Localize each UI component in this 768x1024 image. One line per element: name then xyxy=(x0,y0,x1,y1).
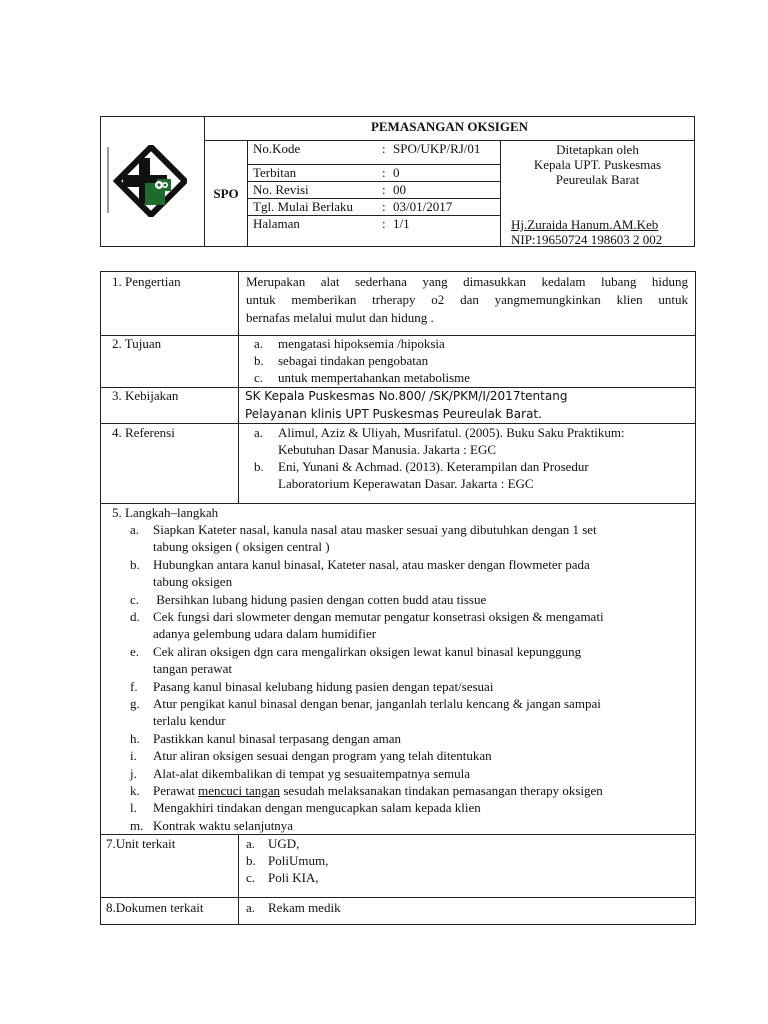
referensi-item: Laboratorium Keperawatan Dasar. Jakarta : EGC xyxy=(278,476,534,491)
pengertian-text-line: bernafas melalui mulut dan hidung . xyxy=(246,310,434,325)
puskesmas-logo-icon xyxy=(107,145,187,217)
list-marker: i. xyxy=(130,748,137,763)
list-marker: m. xyxy=(130,818,144,833)
langkah-step-continuation: tabung oksigen xyxy=(153,574,233,589)
list-marker: a. xyxy=(254,425,264,440)
list-marker: c. xyxy=(130,592,140,607)
list-marker: f. xyxy=(130,679,138,694)
document-title: PEMASANGAN OKSIGEN xyxy=(370,119,529,134)
field-value-tgl: 03/01/2017 xyxy=(393,199,453,214)
unit-item: PoliUmum, xyxy=(268,853,329,868)
field-value-revisi: 00 xyxy=(393,182,406,197)
field-colon: : xyxy=(382,165,386,180)
list-marker: a. xyxy=(246,900,256,915)
list-marker: b. xyxy=(130,557,140,572)
referensi-item: Alimul, Aziz & Uliyah, Musrifatul. (2005). Buku Saku Praktikum: xyxy=(278,425,625,440)
langkah-step-continuation: terlalu kendur xyxy=(153,713,226,728)
list-marker: c. xyxy=(254,370,264,385)
field-colon: : xyxy=(382,199,386,214)
field-value-halaman: 1/1 xyxy=(393,216,410,231)
section-label-dokumen: 8.Dokumen terkait xyxy=(106,900,204,915)
list-marker: g. xyxy=(130,696,140,711)
field-label-revisi: No. Revisi xyxy=(253,182,309,197)
field-value-kode: SPO/UKP/RJ/01 xyxy=(393,141,481,156)
langkah-step: Hubungkan antara kanul binasal, Kateter nasal, atau masker dengan flowmeter pada xyxy=(153,557,590,572)
langkah-step-text: Perawat xyxy=(153,783,199,798)
field-value-terbitan: 0 xyxy=(393,165,400,180)
list-marker: e. xyxy=(130,644,140,659)
langkah-step: Pastikkan kanul binasal terpasang dengan aman xyxy=(153,731,402,746)
langkah-step-continuation: tangan perawat xyxy=(153,661,233,676)
section-label-tujuan: 2. Tujuan xyxy=(112,336,162,351)
langkah-step: Atur pengikat kanul binasal dengan benar, janganlah terlalu kencang & jangan sampai xyxy=(153,696,601,711)
langkah-step-underlined: mencuci tangan xyxy=(198,783,281,798)
langkah-step: Alat-alat dikembalikan di tempat yg sesuaitempatnya semula xyxy=(153,766,470,781)
langkah-step xyxy=(153,783,603,799)
langkah-step: Atur aliran oksigen sesuai dengan program yang telah ditentukan xyxy=(153,748,492,763)
section-label-unit: 7.Unit terkait xyxy=(106,836,176,851)
list-marker: a. xyxy=(246,836,256,851)
list-marker: h. xyxy=(130,731,140,746)
list-marker: k. xyxy=(130,783,140,798)
list-marker: a. xyxy=(130,522,140,537)
section-label-kebijakan: 3. Kebijakan xyxy=(112,388,179,403)
field-label-kode: No.Kode xyxy=(253,141,301,156)
list-marker: a. xyxy=(254,336,264,351)
langkah-step-text: sesudah melaksanakan tindakan pemasangan therapy oksigen xyxy=(280,783,603,798)
referensi-item: Kebutuhan Dasar Manusia. Jakarta : EGC xyxy=(278,442,497,457)
section-label-langkah: 5. Langkah–langkah xyxy=(112,505,219,520)
puskesmas-logo xyxy=(107,145,187,217)
field-label-terbitan: Terbitan xyxy=(253,165,297,180)
tujuan-item: sebagai tindakan pengobatan xyxy=(278,353,429,368)
dokumen-item: Rekam medik xyxy=(268,900,341,915)
langkah-step: Pasang kanul binasal kelubang hidung pasien dengan tepat/sesuai xyxy=(153,679,494,694)
kebijakan-text-line: SK Kepala Puskesmas No.800/ /SK/PKM/I/2017tentang xyxy=(245,389,568,403)
unit-item: Poli KIA, xyxy=(268,870,319,885)
list-marker: b. xyxy=(246,853,256,868)
kebijakan-text-line: Pelayanan klinis UPT Puskesmas Peureulak Barat. xyxy=(245,407,542,421)
referensi-item: Eni, Yunani & Achmad. (2013). Keterampilan dan Prosedur xyxy=(278,459,589,474)
langkah-step: Mengakhiri tindakan dengan mengucapkan salam kepada klien xyxy=(153,800,481,815)
langkah-step: Bersihkan lubang hidung pasien dengan cotten budd atau tissue xyxy=(153,592,487,607)
pengertian-text-line: Merupakan alat sederhana yang dimasukkan kedalam lubang hidung xyxy=(246,274,688,289)
section-label-pengertian: 1. Pengertian xyxy=(112,274,181,289)
approval-line2: Kepala UPT. Puskesmas xyxy=(533,157,662,172)
pengertian-text-line: untuk memberikan trherapy o2 dan yangmemungkinkan klien untuk xyxy=(246,292,688,307)
field-label-tgl: Tgl. Mulai Berlaku xyxy=(253,199,354,214)
langkah-step-continuation: tabung oksigen ( oksigen central ) xyxy=(153,539,330,554)
list-marker: b. xyxy=(254,353,264,368)
approval-line1: Ditetapkan oleh xyxy=(556,142,639,157)
list-marker: d. xyxy=(130,609,140,624)
approval-line3: Peureulak Barat xyxy=(555,172,640,187)
tujuan-item: mengatasi hipoksemia /hipoksia xyxy=(278,336,445,351)
signer-nip: NIP:19650724 198603 2 002 xyxy=(511,232,663,247)
section-label-referensi: 4. Referensi xyxy=(112,425,175,440)
langkah-step: Cek aliran oksigen dgn cara mengalirkan oksigen lewat kanul binasal kepunggung xyxy=(153,644,582,659)
langkah-step: Cek fungsi dari slowmeter dengan memutar pengatur konsetrasi oksigen & mengamati xyxy=(153,609,604,624)
list-marker: j. xyxy=(130,766,137,781)
field-colon: : xyxy=(382,182,386,197)
field-label-halaman: Halaman xyxy=(253,216,300,231)
langkah-step-continuation: adanya gelembung udara dalam humidifier xyxy=(153,626,377,641)
spo-label: SPO xyxy=(213,186,239,201)
field-colon: : xyxy=(382,216,386,231)
langkah-step: Kontrak waktu selanjutnya xyxy=(153,818,294,833)
langkah-step: Siapkan Kateter nasal, kanula nasal atau masker sesuai yang dibutuhkan dengan 1 set xyxy=(153,522,597,537)
unit-item: UGD, xyxy=(268,836,300,851)
field-colon: : xyxy=(382,141,386,156)
list-marker: b. xyxy=(254,459,264,474)
list-marker: c. xyxy=(246,870,256,885)
signer-name: Hj.Zuraida Hanum.AM.Keb xyxy=(511,217,659,232)
tujuan-item: untuk mempertahankan metabolisme xyxy=(278,370,471,385)
list-marker: l. xyxy=(130,800,137,815)
